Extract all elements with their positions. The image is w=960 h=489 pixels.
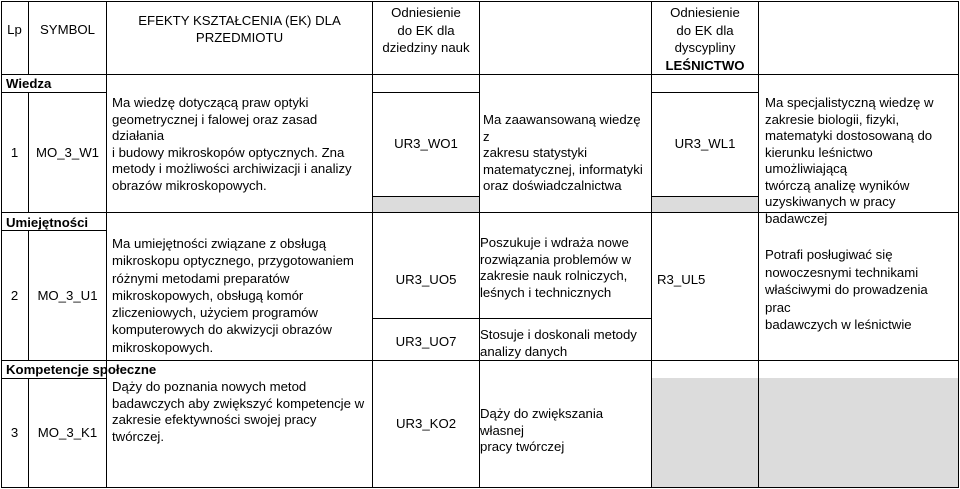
section-knowledge: Wiedza [6,76,52,91]
blank-shade [652,378,958,487]
header-discipline-ref: Odniesienie do EK dla dyscypliny [670,5,740,55]
row-field-ref: UR3_UO7 [395,334,457,349]
blank-shade [373,196,479,212]
row-field-desc: Dąży do zwiększania własnej pracy twórczej [480,406,604,454]
row-symbol: MO_3_U1 [37,288,98,303]
row-effect: Dąży do poznania nowych metod badawczych aby zwiększyć kompetencje w zakresie efektywności swojej pracy twórczej. [112,379,365,444]
row-discipline-desc: Ma specjalistyczną wiedzę w zakresie biologii, fizyki, matematyki dostosowaną do kierunku leśnictwo umożliwiającą twórczą analizę wyników uzyskiwanych w pracy badawczej [765,95,934,226]
row-effect: Ma umiejętności związane z obsługą mikroskopu optycznego, przygotowaniem różnymi metodami preparatów mikroskopowych, obsługą komór zliczeniowych, użyciem programów komputerowych do akwizycji obrazów mikroskopowych. [112,236,354,355]
row-discipline-ref: UR3_WL1 [674,136,736,151]
row-field-desc: Poszukuje i wdraża nowe rozwiązania problemów w zakresie nauk rolniczych, leśnych i technicznych [480,235,631,300]
row-lp: 3 [10,425,19,440]
header-lp: Lp [7,22,22,37]
row-lp: 1 [10,145,19,160]
row-symbol: MO_3_K1 [37,425,98,440]
section-social: Kompetencje społeczne [6,362,157,377]
row-effect: Ma wiedzę dotyczącą praw optyki geometrycznej i falowej oraz zasad działania i budowy mikroskopów optycznych. Zna metody i możliwości archiwizacji i analizy obrazów mikroskopowych. [112,95,352,193]
section-skills: Umiejętności [6,215,89,230]
row-discipline-desc: Potrafi posługiwać się nowoczesnymi technikami właściwymi do prowadzenia prac badawczych w leśnictwie [765,247,928,332]
discipline-name: LEŚNICTWO [665,58,745,73]
row-discipline-ref: R3_UL5 [657,272,706,287]
header-effects: EFEKTY KSZTAŁCENIA (EK) DLA PRZEDMIOTU [138,13,341,45]
header-symbol: SYMBOL [40,22,95,37]
row-field-ref: UR3_KO2 [395,416,457,431]
row-lp: 2 [10,288,19,303]
blank-shade [652,196,758,212]
row-field-desc: Ma zaawansowaną wiedzę z zakresu statystyki matematycznej, informatyki oraz doświadczalnictwa [483,112,643,193]
header-field-ref: Odniesienie do EK dla dziedziny nauk [382,5,470,55]
row-symbol: MO_3_W1 [35,145,100,160]
row-field-ref: UR3_WO1 [394,136,458,151]
row-field-desc: Stosuje i doskonali metody analizy danych [480,327,637,359]
row-field-ref: UR3_UO5 [395,272,457,287]
